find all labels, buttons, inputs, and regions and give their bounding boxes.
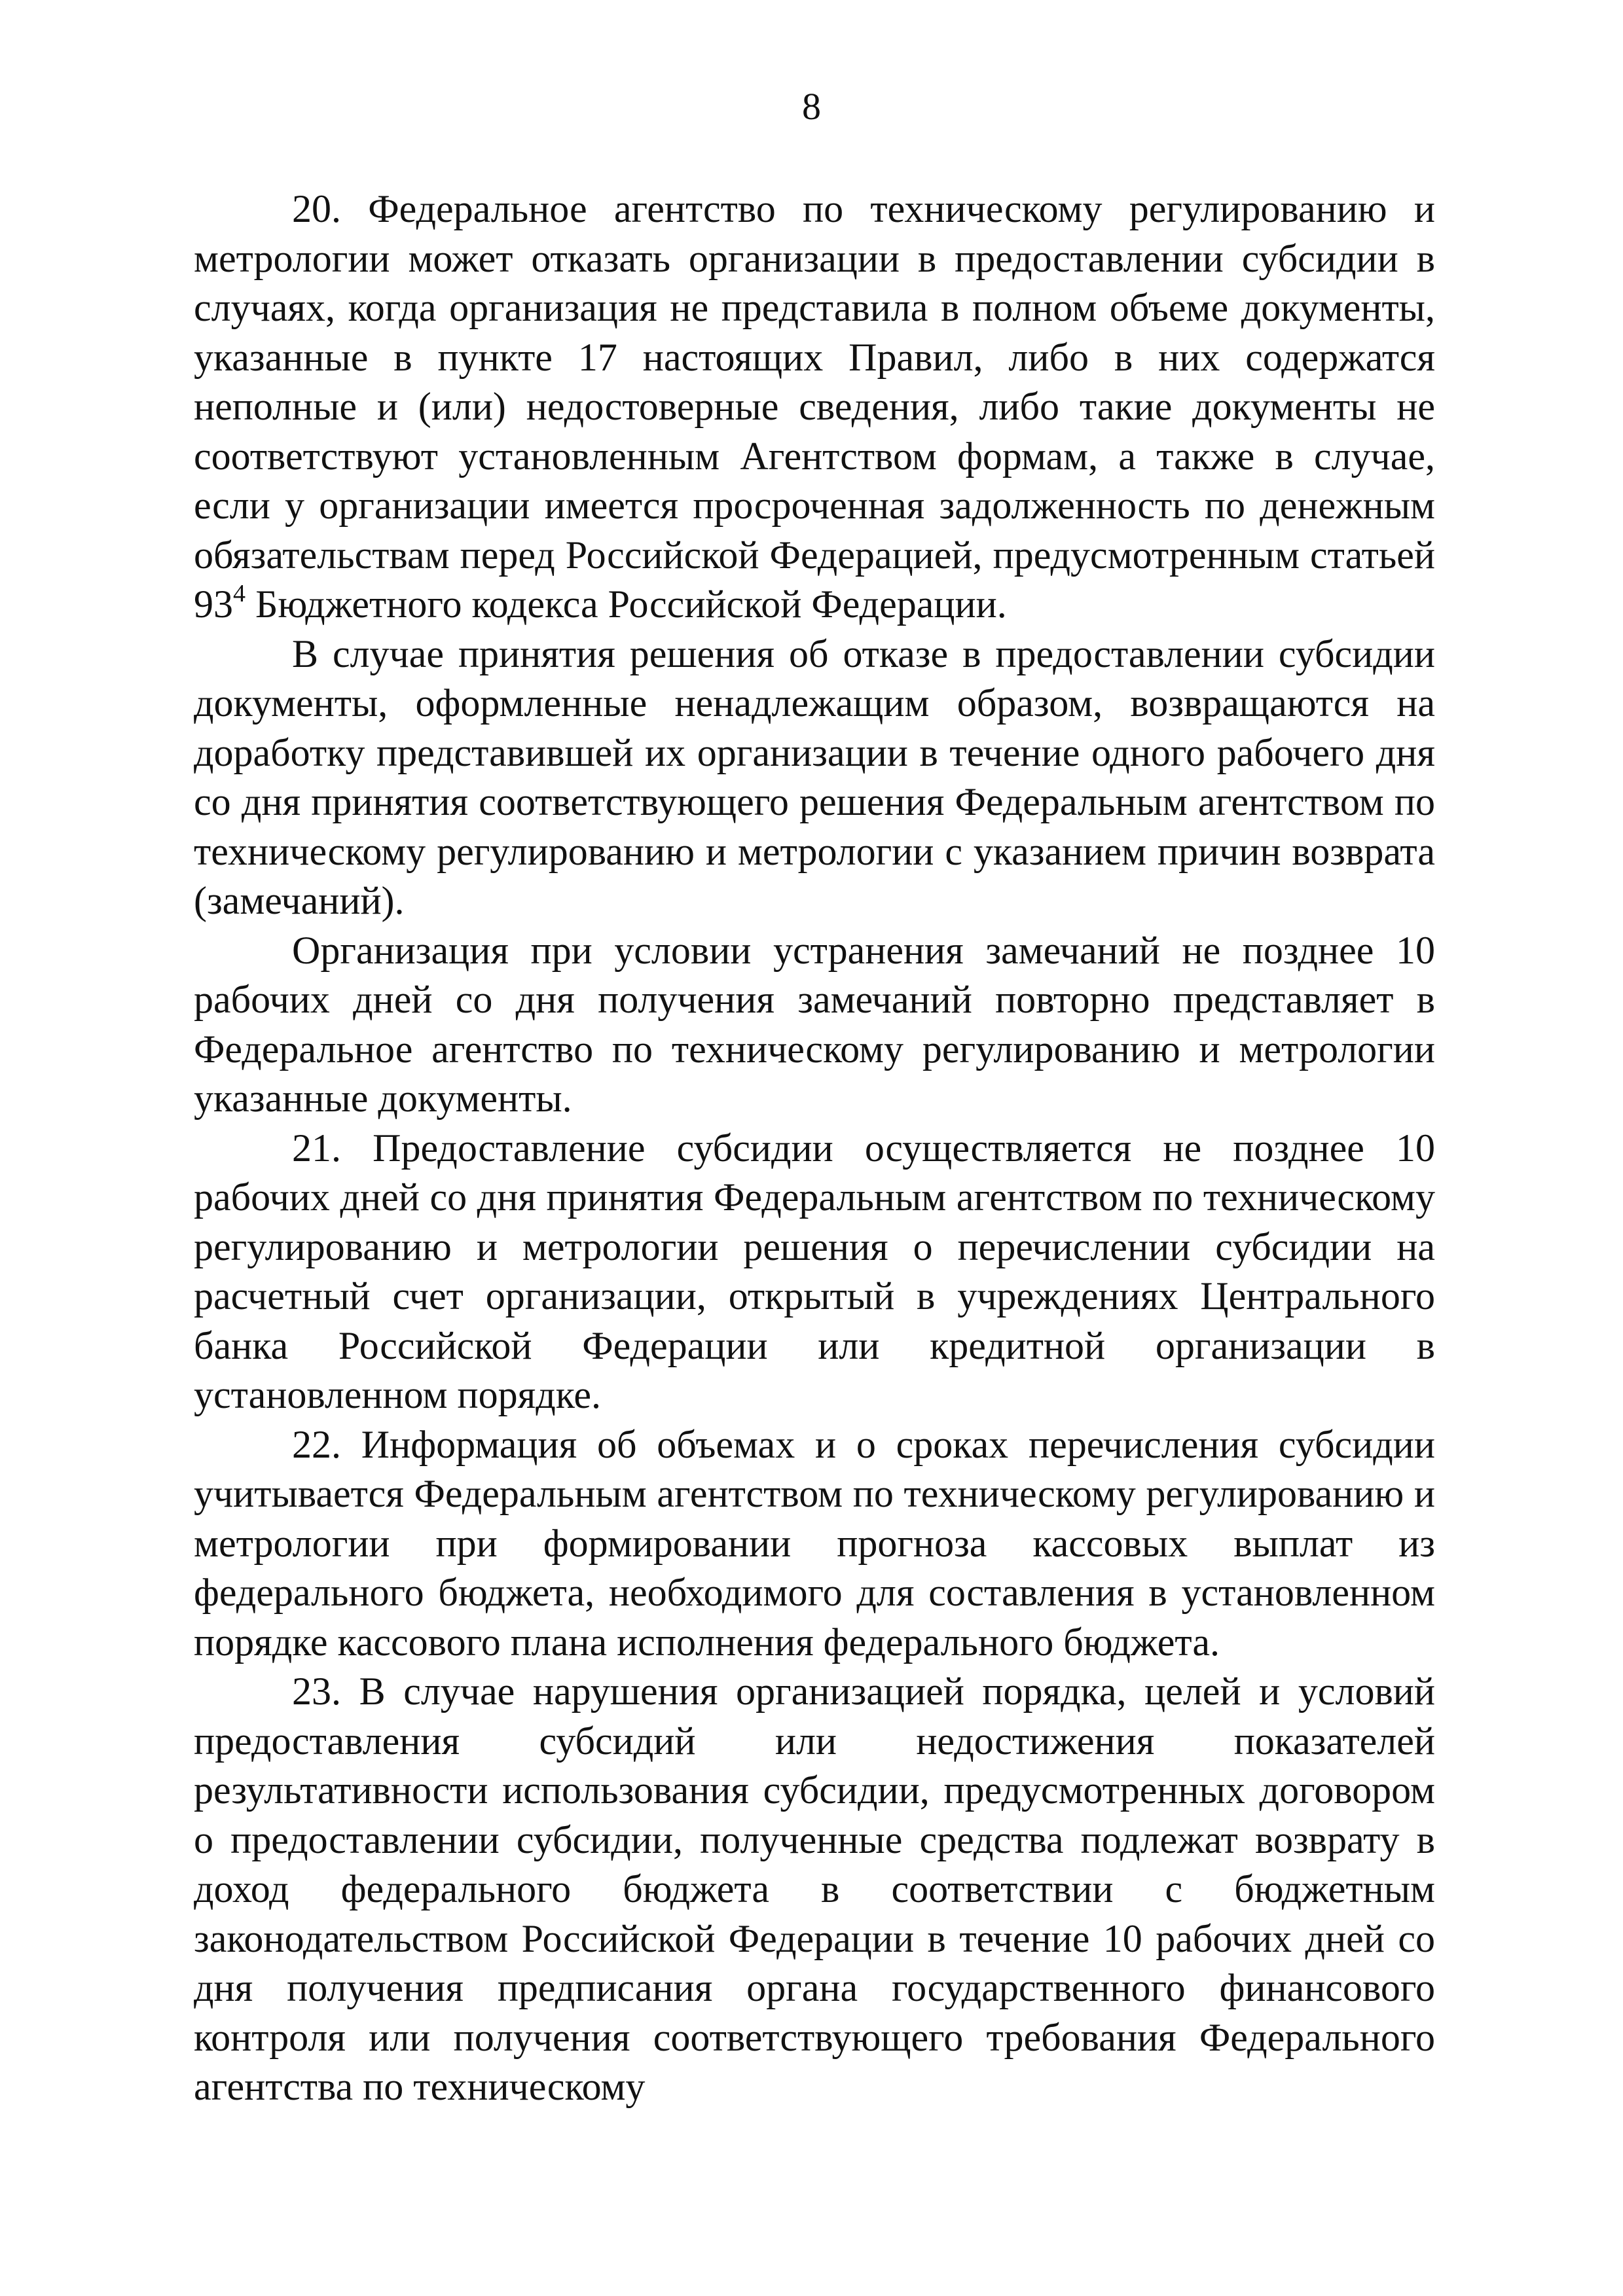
paragraph-20-text: 20. Федеральное агентство по техническому регулированию и метрологии может отказать организации в предоставлении субсидии в случаях, когда организация не представила в полном объеме документы, указанные в пункте 17 настоящих Правил, либо в них содержатся неполные и (или) недостоверные сведения, либо такие документы не соответствуют установленным Агентством формам, а также в случае, если у организации имеется просроченная задолженность по денежным обязательствам перед Российской Федерацией, предусмотренным статьей 93 xyxy=(194,187,1435,626)
document-body xyxy=(194,185,1435,2112)
paragraph-resubmission: Организация при условии устранения замечаний не позднее 10 рабочих дней со дня получения замечаний повторно представляет в Федеральное агентство по техническому регулированию и метрологии указанные документы. xyxy=(194,928,1435,1120)
paragraph-refusal-return: В случае принятия решения об отказе в предоставлении субсидии документы, оформленные ненадлежащим образом, возвращаются на доработку представившей их организации в течение одного рабочего дня со дня принятия соответствующего решения Федеральным агентством по техническому регулированию и метрологии с указанием причин возврата (замечаний). xyxy=(194,632,1435,922)
page-number: 8 xyxy=(802,85,821,128)
paragraph-22: 22. Информация об объемах и о сроках перечисления субсидии учитывается Федеральным агентством по техническому регулированию и метрологии при формировании прогноза кассовых выплат из федерального бюджета, необходимого для составления в установленном порядке кассового плана исполнения федерального бюджета. xyxy=(194,1422,1435,1664)
paragraph-20 xyxy=(194,185,1435,630)
paragraph-20-text-end: Бюджетного кодекса Российской Федерации. xyxy=(246,583,1007,626)
paragraph-21: 21. Предоставление субсидии осуществляется не позднее 10 рабочих дней со дня принятия Федеральным агентством по техническому регулированию и метрологии решения о перечислении субсидии на расчетный счет организации, открытый в учреждениях Центрального банка Российской Федерации или кредитной организации в установленном порядке. xyxy=(194,1126,1435,1416)
paragraph-23: 23. В случае нарушения организацией порядка, целей и условий предоставления субсидий или недостижения показателей результативности использования субсидии, предусмотренных договором о предоставлении субсидии, полученные средства подлежат возврату в доход федерального бюджета в соответствии с бюджетным законодательством Российской Федерации в течение 10 рабочих дней со дня получения предписания органа государственного финансового контроля или получения соответствующего требования Федерального агентства по техническому xyxy=(194,1670,1435,2108)
article-superscript: 4 xyxy=(233,580,246,607)
